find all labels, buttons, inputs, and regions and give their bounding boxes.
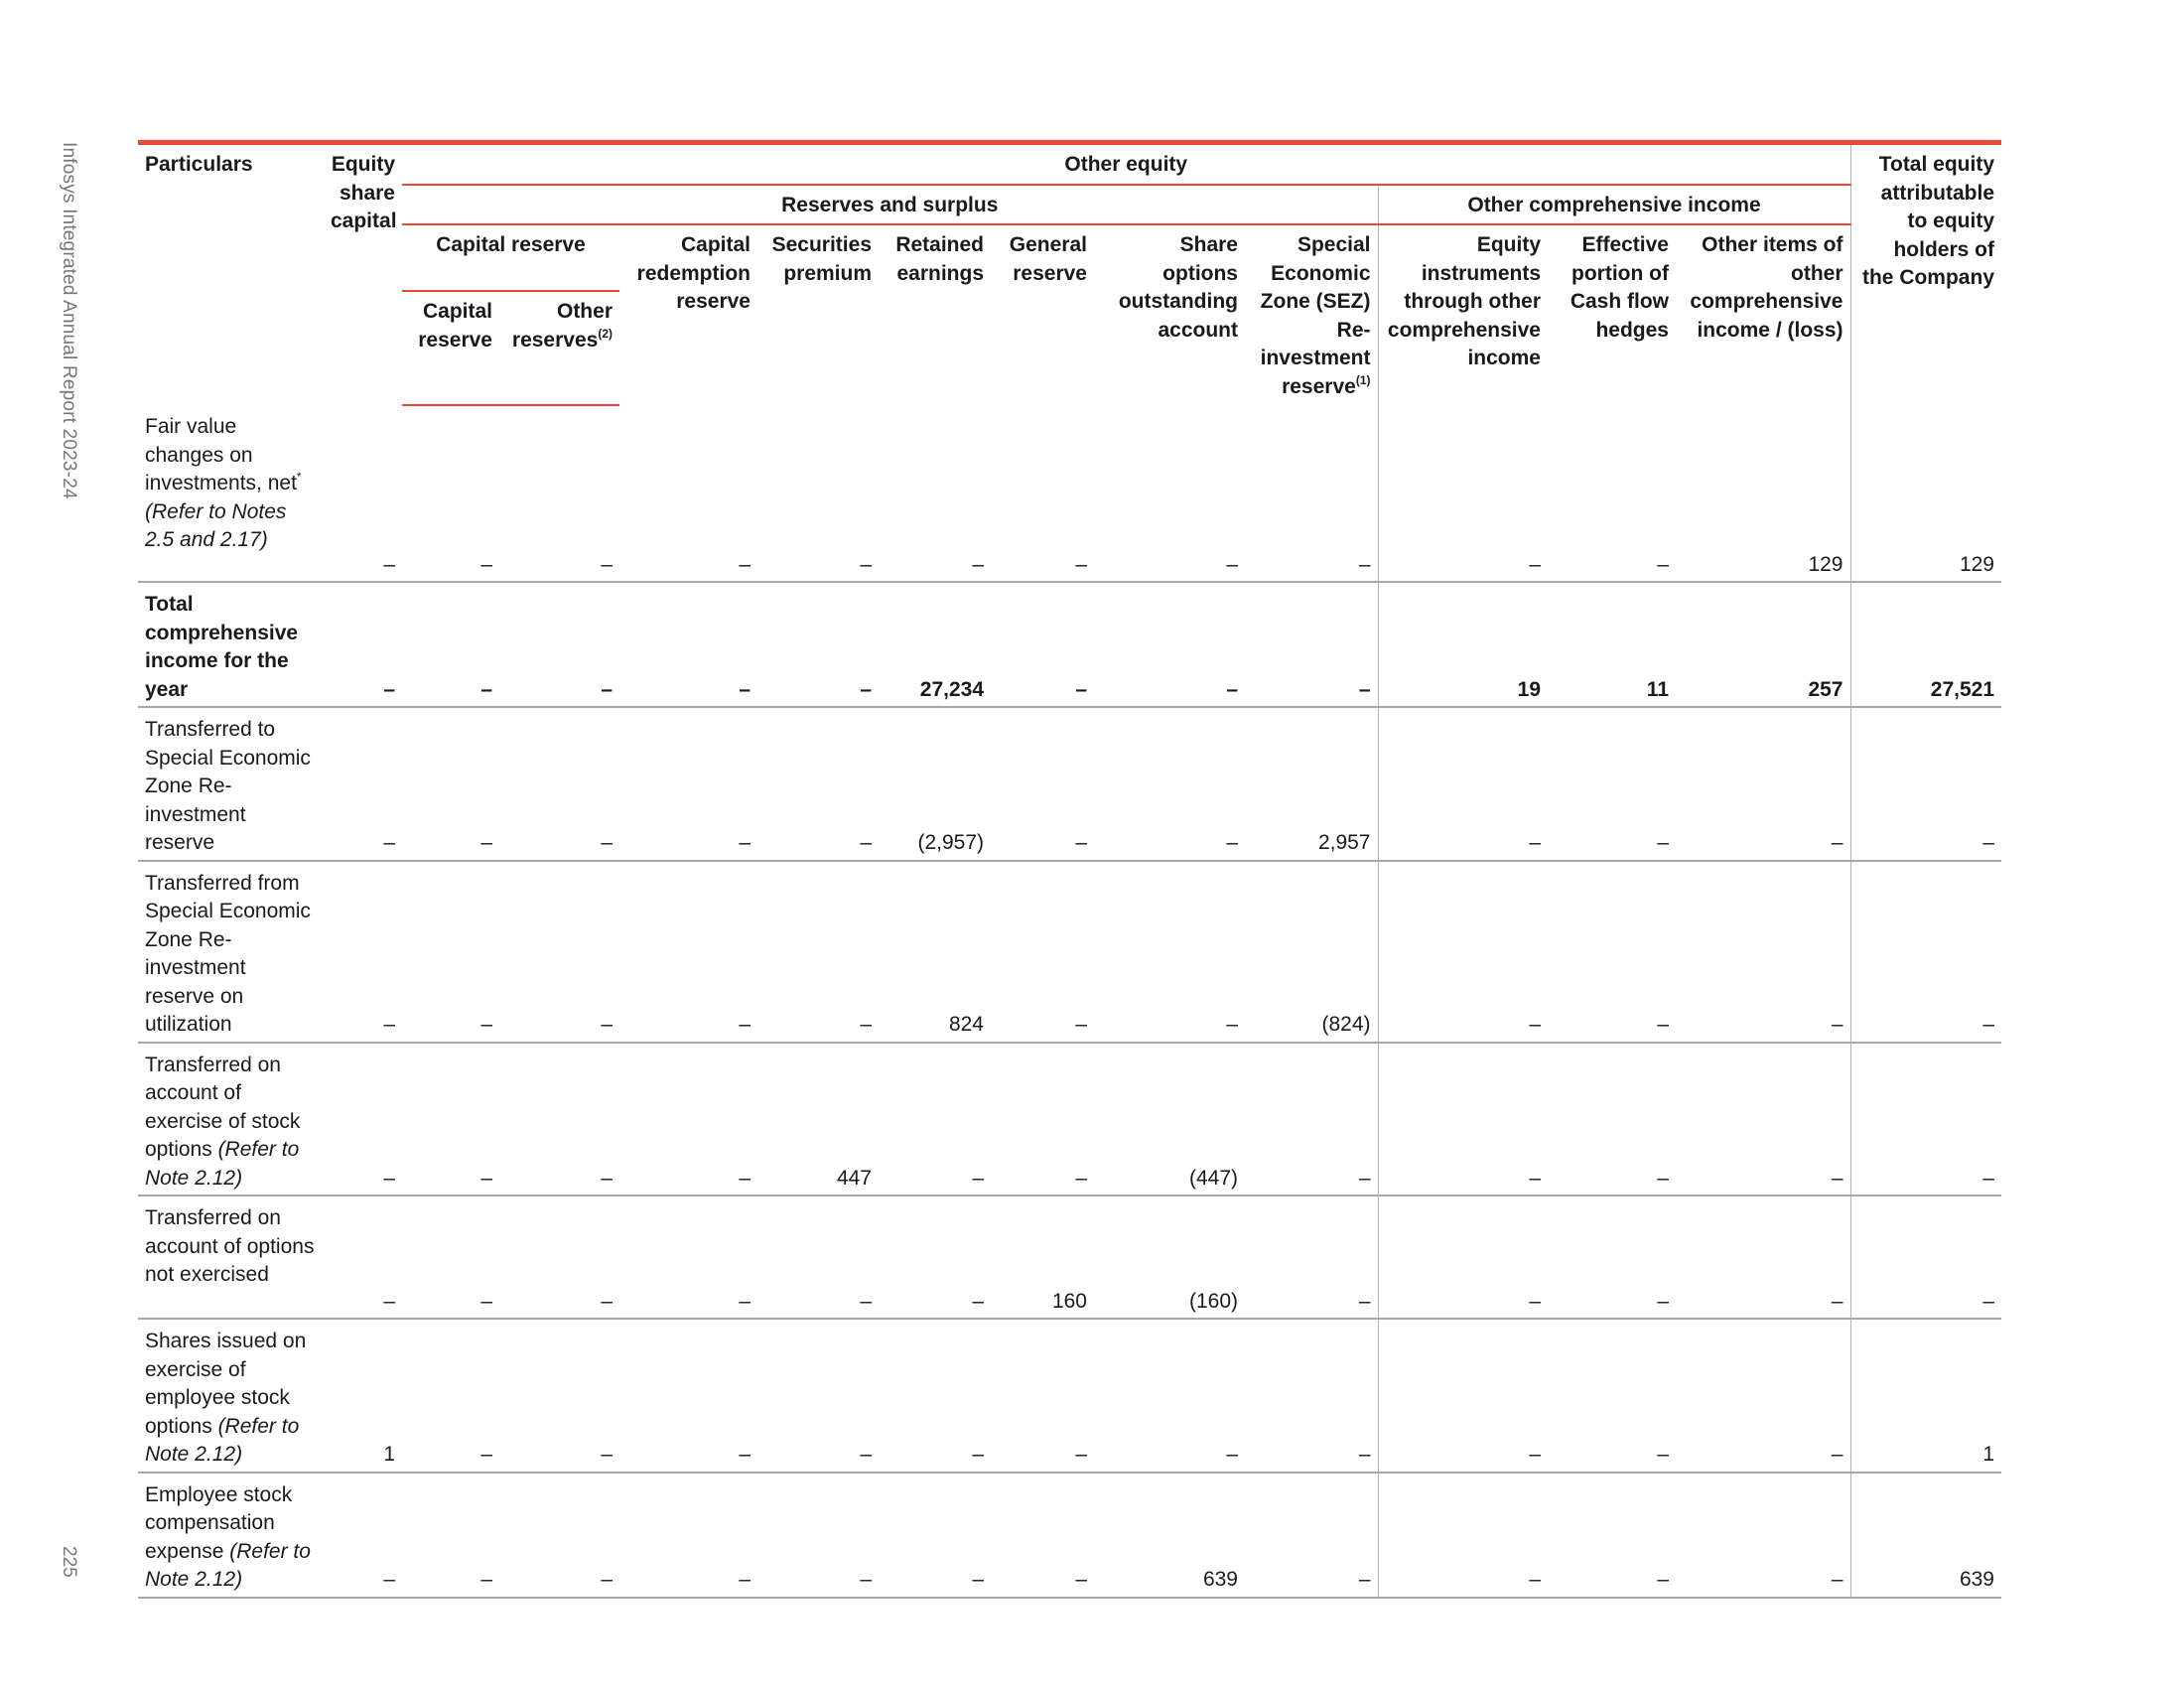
- row-value-cell: –: [402, 405, 499, 582]
- row-value-cell: –: [1676, 1196, 1850, 1319]
- row-value-cell: –: [1676, 861, 1850, 1043]
- row-particulars: [138, 1196, 324, 1319]
- table-row: [138, 582, 2001, 707]
- row-value-cell: –: [1094, 861, 1245, 1043]
- row-value-cell: (824): [1245, 861, 1378, 1043]
- row-value-cell: 2,957: [1245, 707, 1378, 861]
- row-value-cell: –: [991, 582, 1094, 707]
- row-label: Transferred from Special Economic Zone Re-investment reserve on utilization: [145, 871, 311, 1036]
- other-comprehensive-income-header: Other comprehensive income: [1378, 185, 1850, 225]
- row-value-cell: –: [1850, 1196, 2001, 1319]
- row-value-cell: –: [879, 1473, 991, 1598]
- row-value-cell: –: [619, 861, 757, 1043]
- table-body: [138, 405, 2001, 1598]
- row-value-cell: (447): [1094, 1043, 1245, 1196]
- row-value-cell: –: [1378, 1319, 1548, 1473]
- row-value-cell: –: [757, 582, 879, 707]
- row-value-cell: –: [757, 707, 879, 861]
- equity-instruments-header: Equity instruments through other comprehensive income: [1378, 224, 1548, 405]
- row-value-cell: –: [619, 405, 757, 582]
- row-value-cell: –: [991, 1473, 1094, 1598]
- row-value-cell: –: [1548, 1043, 1676, 1196]
- row-value-cell: –: [402, 1043, 499, 1196]
- row-value-cell: –: [1378, 1473, 1548, 1598]
- row-value-cell: –: [1245, 582, 1378, 707]
- row-value-cell: 257: [1676, 582, 1850, 707]
- row-value-cell: 160: [991, 1196, 1094, 1319]
- row-value-cell: –: [619, 1043, 757, 1196]
- other-reserves-header: [499, 291, 619, 405]
- row-value-cell: –: [402, 861, 499, 1043]
- row-value-cell: –: [1548, 1196, 1676, 1319]
- row-note-reference: (Refer to Note 2.12): [145, 1539, 311, 1591]
- row-value-cell: (160): [1094, 1196, 1245, 1319]
- row-value-cell: –: [879, 1319, 991, 1473]
- row-label-footnote-marker: *: [296, 470, 302, 484]
- row-value-cell: (2,957): [879, 707, 991, 861]
- row-value-cell: –: [1548, 1473, 1676, 1598]
- row-value-cell: 19: [1378, 582, 1548, 707]
- row-value-cell: –: [324, 1196, 402, 1319]
- capital-redemption-reserve-header: Capital redemption reserve: [636, 233, 751, 313]
- row-value-cell: –: [619, 1196, 757, 1319]
- row-label: Shares issued on exercise of employee stock options: [145, 1330, 307, 1438]
- row-value-cell: –: [402, 1473, 499, 1598]
- equity-statement-table-container: [138, 140, 2001, 1599]
- row-value-cell: –: [499, 1196, 619, 1319]
- row-value-cell: –: [324, 861, 402, 1043]
- row-label: Transferred to Special Economic Zone Re-investment reserve: [145, 718, 311, 854]
- row-value-cell: –: [879, 405, 991, 582]
- row-value-cell: –: [499, 405, 619, 582]
- row-value-cell: –: [1676, 1473, 1850, 1598]
- row-value-cell: –: [402, 1319, 499, 1473]
- row-value-cell: –: [1245, 1043, 1378, 1196]
- row-value-cell: 27,521: [1850, 582, 2001, 707]
- capital-reserve-header: Capital reserve: [402, 291, 499, 405]
- row-label: Total comprehensive income for the year: [145, 593, 299, 701]
- row-value-cell: –: [1094, 707, 1245, 861]
- general-reserve-header: General reserve: [1009, 233, 1087, 285]
- table-header: [138, 143, 2001, 406]
- capital-reserve-group-header: Capital reserve: [402, 224, 619, 291]
- row-value-cell: –: [619, 1473, 757, 1598]
- other-reserves-label: Other reserves: [511, 300, 613, 352]
- row-value-cell: –: [499, 861, 619, 1043]
- row-value-cell: –: [991, 707, 1094, 861]
- row-label: Transferred on account of exercise of stock options: [145, 1053, 301, 1161]
- row-value-cell: –: [402, 1196, 499, 1319]
- row-value-cell: –: [1548, 861, 1676, 1043]
- row-value-cell: –: [1094, 582, 1245, 707]
- sez-reserve-label: Special Economic Zone (SEZ) Re-investment reserve: [1260, 233, 1371, 398]
- securities-premium-header: Securities premium: [771, 233, 872, 285]
- row-value-cell: –: [757, 1473, 879, 1598]
- row-value-cell: –: [1548, 707, 1676, 861]
- cash-flow-hedges-header: Effective portion of Cash flow hedges: [1570, 233, 1669, 342]
- row-particulars: [138, 1043, 324, 1196]
- equity-share-capital-header: Equity share capital: [324, 143, 402, 406]
- row-value-cell: 824: [879, 861, 991, 1043]
- row-value-cell: –: [757, 1196, 879, 1319]
- row-value-cell: –: [499, 582, 619, 707]
- row-value-cell: –: [879, 1196, 991, 1319]
- row-value-cell: –: [1378, 707, 1548, 861]
- row-note-reference: (Refer to Note 2.12): [145, 1414, 300, 1466]
- row-value-cell: –: [1245, 1196, 1378, 1319]
- row-value-cell: –: [499, 707, 619, 861]
- row-value-cell: –: [757, 1319, 879, 1473]
- row-value-cell: –: [499, 1043, 619, 1196]
- row-value-cell: –: [1378, 1043, 1548, 1196]
- row-value-cell: –: [991, 405, 1094, 582]
- row-value-cell: –: [1378, 861, 1548, 1043]
- row-value-cell: 11: [1548, 582, 1676, 707]
- row-value-cell: –: [324, 582, 402, 707]
- particulars-header: Particulars: [138, 143, 324, 406]
- row-value-cell: –: [1245, 1319, 1378, 1473]
- row-particulars: [138, 1319, 324, 1473]
- table-row: [138, 707, 2001, 861]
- row-label: Fair value changes on investments, net: [145, 415, 297, 494]
- row-value-cell: –: [324, 1043, 402, 1196]
- row-value-cell: –: [619, 582, 757, 707]
- row-value-cell: –: [1245, 405, 1378, 582]
- row-value-cell: –: [991, 1319, 1094, 1473]
- row-value-cell: –: [1850, 1043, 2001, 1196]
- row-value-cell: –: [1850, 707, 2001, 861]
- share-options-header: Share options outstanding account: [1118, 233, 1238, 342]
- sez-footnote-marker: (1): [1355, 372, 1371, 387]
- row-value-cell: 639: [1094, 1473, 1245, 1598]
- row-particulars: [138, 707, 324, 861]
- row-value-cell: –: [991, 1043, 1094, 1196]
- row-value-cell: 1: [324, 1319, 402, 1473]
- row-value-cell: –: [402, 582, 499, 707]
- table-row: [138, 861, 2001, 1043]
- row-value-cell: 129: [1676, 405, 1850, 582]
- other-items-oci-header: Other items of other comprehensive income / (loss): [1690, 233, 1843, 342]
- table-row: [138, 1196, 2001, 1319]
- row-value-cell: –: [324, 1473, 402, 1598]
- other-reserves-footnote-marker: (2): [598, 326, 613, 341]
- sez-reserve-header: [1245, 224, 1378, 405]
- page-number: 225: [59, 1546, 79, 1578]
- row-value-cell: –: [499, 1473, 619, 1598]
- report-title: Infosys Integrated Annual Report 2023-24: [59, 142, 79, 499]
- other-equity-header: Other equity: [402, 143, 1850, 185]
- row-value-cell: –: [1094, 1319, 1245, 1473]
- row-value-cell: –: [1676, 1043, 1850, 1196]
- table-row: [138, 405, 2001, 582]
- row-particulars: [138, 861, 324, 1043]
- row-value-cell: –: [1676, 1319, 1850, 1473]
- table-row: [138, 1473, 2001, 1598]
- retained-earnings-header: Retained earnings: [895, 233, 984, 285]
- reserves-and-surplus-header: Reserves and surplus: [402, 185, 1378, 225]
- row-value-cell: 129: [1850, 405, 2001, 582]
- row-particulars: [138, 405, 324, 582]
- row-value-cell: –: [757, 861, 879, 1043]
- row-value-cell: 447: [757, 1043, 879, 1196]
- row-value-cell: –: [1548, 405, 1676, 582]
- row-value-cell: 639: [1850, 1473, 2001, 1598]
- row-value-cell: –: [324, 707, 402, 861]
- row-value-cell: –: [757, 405, 879, 582]
- row-note-reference: (Refer to Notes 2.5 and 2.17): [145, 499, 287, 551]
- row-note-reference: (Refer to Note 2.12): [145, 1138, 300, 1190]
- row-value-cell: –: [619, 707, 757, 861]
- row-particulars: [138, 582, 324, 707]
- row-label: Employee stock compensation expense: [145, 1482, 293, 1563]
- row-value-cell: –: [991, 861, 1094, 1043]
- row-value-cell: –: [1245, 1473, 1378, 1598]
- statement-of-changes-in-equity-table: [138, 140, 2001, 1599]
- row-value-cell: –: [1676, 707, 1850, 861]
- table-row: [138, 1043, 2001, 1196]
- total-equity-header: Total equity attributable to equity holders of the Company: [1850, 143, 2001, 406]
- row-value-cell: –: [499, 1319, 619, 1473]
- row-value-cell: –: [619, 1319, 757, 1473]
- row-value-cell: –: [324, 405, 402, 582]
- row-value-cell: –: [1378, 405, 1548, 582]
- row-particulars: [138, 1473, 324, 1598]
- row-value-cell: 1: [1850, 1319, 2001, 1473]
- row-value-cell: 27,234: [879, 582, 991, 707]
- row-value-cell: –: [1378, 1196, 1548, 1319]
- row-value-cell: –: [1094, 405, 1245, 582]
- row-value-cell: –: [402, 707, 499, 861]
- row-value-cell: –: [879, 1043, 991, 1196]
- table-row: [138, 1319, 2001, 1473]
- row-label: Transferred on account of options not exercised: [145, 1206, 315, 1286]
- row-value-cell: –: [1850, 861, 2001, 1043]
- row-value-cell: –: [1548, 1319, 1676, 1473]
